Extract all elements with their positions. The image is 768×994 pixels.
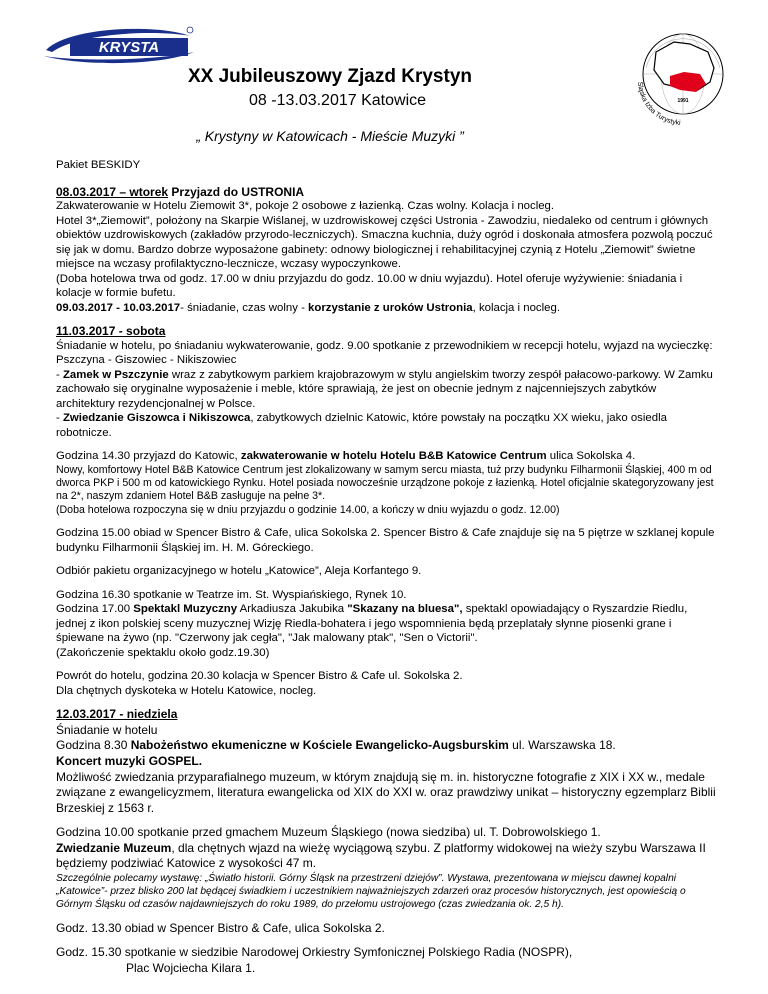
day2-text-7: Godzina 15.00 obiad w Spencer Bistro & Cafe, ulica Sokolska 2. Spencer Bistro & Cafe znajduje się na 5 piętrze w szklanej kopule budynku Filharmonii Śląskiej im. H. M. Góreckiego. (56, 527, 715, 554)
day3-text-2 (56, 738, 716, 754)
page-title: XX Jubileuszowy Zjazd Krystyn (187, 66, 473, 87)
hotel-bb-bold: zakwaterowanie w hotelu Hotelu B&B Katowice Centrum (240, 450, 547, 462)
day3-text-10: Plac Wojciecha Kilara 1. (126, 960, 256, 975)
day2-text-9: Godzina 16.30 spotkanie w Teatrze im. St. Wyspiańskiego, Rynek 10. (56, 588, 407, 601)
day2-text-3-rest: , zabytkowych dzielnic Katowic, które powstały na początku XX wieku, jako osiedla robotnicze. (56, 412, 667, 439)
day3-text-2-pre: Godzina 8.30 (56, 738, 131, 753)
event-subtitle: „ Krystyny w Katowicach - Mieście Muzyki ” (196, 128, 464, 144)
day3-heading (56, 707, 716, 723)
day2-text-2 (56, 368, 716, 412)
day1-heading (56, 185, 716, 200)
day1-text-4-mid: - śniadanie, czas wolny - (180, 301, 309, 314)
day1-ustron-bold: korzystanie z uroków Ustronia (308, 301, 473, 314)
day2-text-10-mid: Arkadiusza Jakubika (237, 603, 348, 616)
day2-heading-text: 11.03.2017 - sobota (56, 324, 166, 338)
logo-year: 1991 (677, 98, 689, 104)
day2-text-4-pre: Godzina 14.30 przyjazd do Katowic, (56, 450, 241, 462)
day2-text-12: Powrót do hotelu, godzina 20.30 kolacja w Spencer Bistro & Cafe ul. Sokolska 2. (56, 670, 463, 683)
day1-text-4 (56, 301, 716, 316)
day3-text-7: Szczególnie polecamy wystawę: „Światło historii. Górny Śląsk na przestrzeni dziejów”. Wystawa, prezentowana w miejscu dawnej kopalni „Katowice”- przez blisko 200 lat będącej świadkiem i uczestnikiem najważniejszych zdarzeń oraz procesów historycznych, jest opowieścią o Górnym Śląsku od czasów najdawniejszych do roku 1989, do przełomu ustrojowego (czas zwiedzania ok. 2,5 h). (56, 873, 686, 911)
spektakl-bold: Spektakl Muzyczny (133, 603, 238, 616)
zamek-pszczyna-bold: Zamek w Pszczynie (62, 368, 169, 381)
day3-text-3 (56, 754, 716, 770)
day3-text-4: Możliwość zwiedzania przyparafialnego muzeum, w którym znajdują się m. in. historyczne fotografie z XIX i XX w., medale związane z ewangelicyzmem, literatura ewangelicka od XIX do XXI w. oraz prawdziwy unikat – historyczny egzemplarz Biblii Brzeskiej z 1563 r. (56, 769, 716, 815)
day1-text-2: Hotel 3*„Ziemowit”, położony na Skarpie Wiślanej, w uzdrowiskowej części Ustronia - Zawodziu, niedaleko od centrum i głównych obiektów uzdrowiskowych (zakładów przyrodo-leczniczych). Smaczna kuchnia, duży ogród i doskonała atmosfera pozwolą poczuć się jak w domu. Bardzo dobrze wyposażone gabinety: odnowy biologicznej i rehabilitacyjnej czynią z Hotelu „Ziemowit” świetne miejsce na wczasy profilaktyczno-lecznicze, wczasy wypoczynkowe. (56, 214, 713, 270)
krysta-logo-text: KRYSTA (98, 39, 160, 56)
day2-heading (56, 324, 716, 339)
skazany-bold: "Skazany na bluesa", (347, 603, 463, 616)
document-body (56, 158, 716, 976)
day3-text-8: Godz. 13.30 obiad w Spencer Bistro & Cafe, ulica Sokolska 2. (56, 920, 385, 935)
day1-text-4-end: , kolacja i nocleg. (472, 301, 560, 314)
nabozenstwo-bold: Nabożeństwo ekumeniczne w Kościele Ewangelicko-Augsburskim (130, 738, 509, 753)
day1-heading-rest: Przyjazd do USTRONIA (168, 184, 305, 199)
day2-text-13: Dla chętnych dyskoteka w Hotelu Katowice, nocleg. (56, 684, 317, 697)
day2-text-2-pre: - (56, 368, 63, 381)
day3-text-9: Godz. 15.30 spotkanie w siedzibie Narodowej Orkiestry Symfonicznej Polskiego Radia (NOSPR), (56, 945, 573, 960)
event-dates: 08 -13.03.2017 Katowice (249, 92, 427, 109)
day2-text-3 (56, 411, 716, 440)
gospel-bold: Koncert muzyki GOSPEL. (56, 753, 203, 768)
day2-text-5: Nowy, komfortowy Hotel B&B Katowice Centrum jest zlokalizowany w samym sercu miasta, tuż przy budynku Filharmonii Śląskiej, 400 m od dworca PKP i 500 m od katowickiego Rynku. Hotel posiada nowocześnie urządzone pokoje z łazienką. Hotel oficjalnie skategoryzowany jest na 2*, naszym zdaniem Hotel B&B zasługuje na pełne 3*. (56, 463, 714, 503)
day2-text-1: Śniadanie w hotelu, po śniadaniu wykwaterowanie, godz. 9.00 spotkanie z przewodnikiem w recepcji hotelu, wyjazd na wycieczkę: Pszczyna - Giszowiec - Nikiszowiec (56, 339, 713, 366)
day2-text-8: Odbiór pakietu organizacyjnego w hotelu „Katowice”, Aleja Korfantego 9. (56, 565, 422, 578)
day1-text-1: Zakwaterowanie w Hotelu Ziemowit 3*, pokoje 2 osobowe z łazienką. Czas wolny. Kolacja i nocleg. (56, 200, 555, 212)
day3-text-1: Śniadanie w hotelu (56, 722, 158, 737)
zwiedzanie-muzeum-bold: Zwiedzanie Muzeum (56, 840, 172, 855)
day1-dates-bold: 09.03.2017 - 10.03.2017 (56, 301, 181, 314)
day3-text-6-rest: , dla chętnych wjazd na wieżę wyciągową szybu. Z platformy widokowej na wieży szybu Warszawa II będziemy podziwiać Katowice z wysokości 47 m. (56, 840, 706, 871)
day2-text-11: (Zakończenie spektaklu około godz.19.30) (56, 646, 270, 659)
day1-text-3: (Doba hotelowa trwa od godz. 17.00 w dniu przyjazdu do godz. 10.00 w dniu wyjazdu). Hotel oferuje wyżywienie: śniadania i kolacje w formie bufetu. (56, 272, 683, 299)
package-name: Pakiet BESKIDY (56, 159, 141, 171)
day2-text-6: (Doba hotelowa rozpoczyna się w dniu przyjazdu o godzinie 14.00, a kończy w dniu wyjazdu o godz. 12.00) (56, 503, 560, 516)
day2-text-4 (56, 449, 716, 464)
day3-text-6 (56, 841, 716, 872)
day2-text-10-rest: spektakl opowiadający o Ryszardzie Riedlu, jednej z ikon polskiej sceny muzycznej Wizję Riedla-bohatera i jego wspomnienia będą przeplatały słynne piosenki grane i śpiewane na żywo (np. "Czerwony jak cegła", "Jak malowany ptak", "Sen o Victorii". (56, 603, 688, 645)
day3-text-5: Godzina 10.00 spotkanie przed gmachem Muzeum Śląskiego (nowa siedziba) ul. T. Dobrowolskiego 1. (56, 825, 601, 840)
day2-text-2-rest: wraz z zabytkowym parkiem krajobrazowym w stylu angielskim tworzy zespół pałacowo-parkowy. W Zamku zachowało się oryginalne wyposażenie i meble, które sprawiają, że jest on obecnie jednym z najcenniejszych zabytków architektury rezydencjonalnej w Polsce. (56, 368, 713, 410)
day2-text-4-rest: ulica Sokolska 4. (546, 450, 636, 462)
day2-text-10-pre: Godzina 17.00 (56, 603, 134, 616)
day3-heading-text: 12.03.2017 - niedziela (56, 707, 178, 722)
day3-text-2-rest: ul. Warszawska 18. (508, 738, 616, 753)
day2-text-10 (56, 602, 716, 646)
day1-heading-date: 08.03.2017 – wtorek (56, 184, 169, 199)
krysta-logo (40, 22, 198, 70)
day2-text-3-pre: - (56, 412, 63, 424)
logo-arc-text: Śląska Izba Turystyki (635, 81, 681, 127)
giszowiec-bold: Zwiedzanie Giszowca i Nikiszowca (62, 412, 251, 424)
